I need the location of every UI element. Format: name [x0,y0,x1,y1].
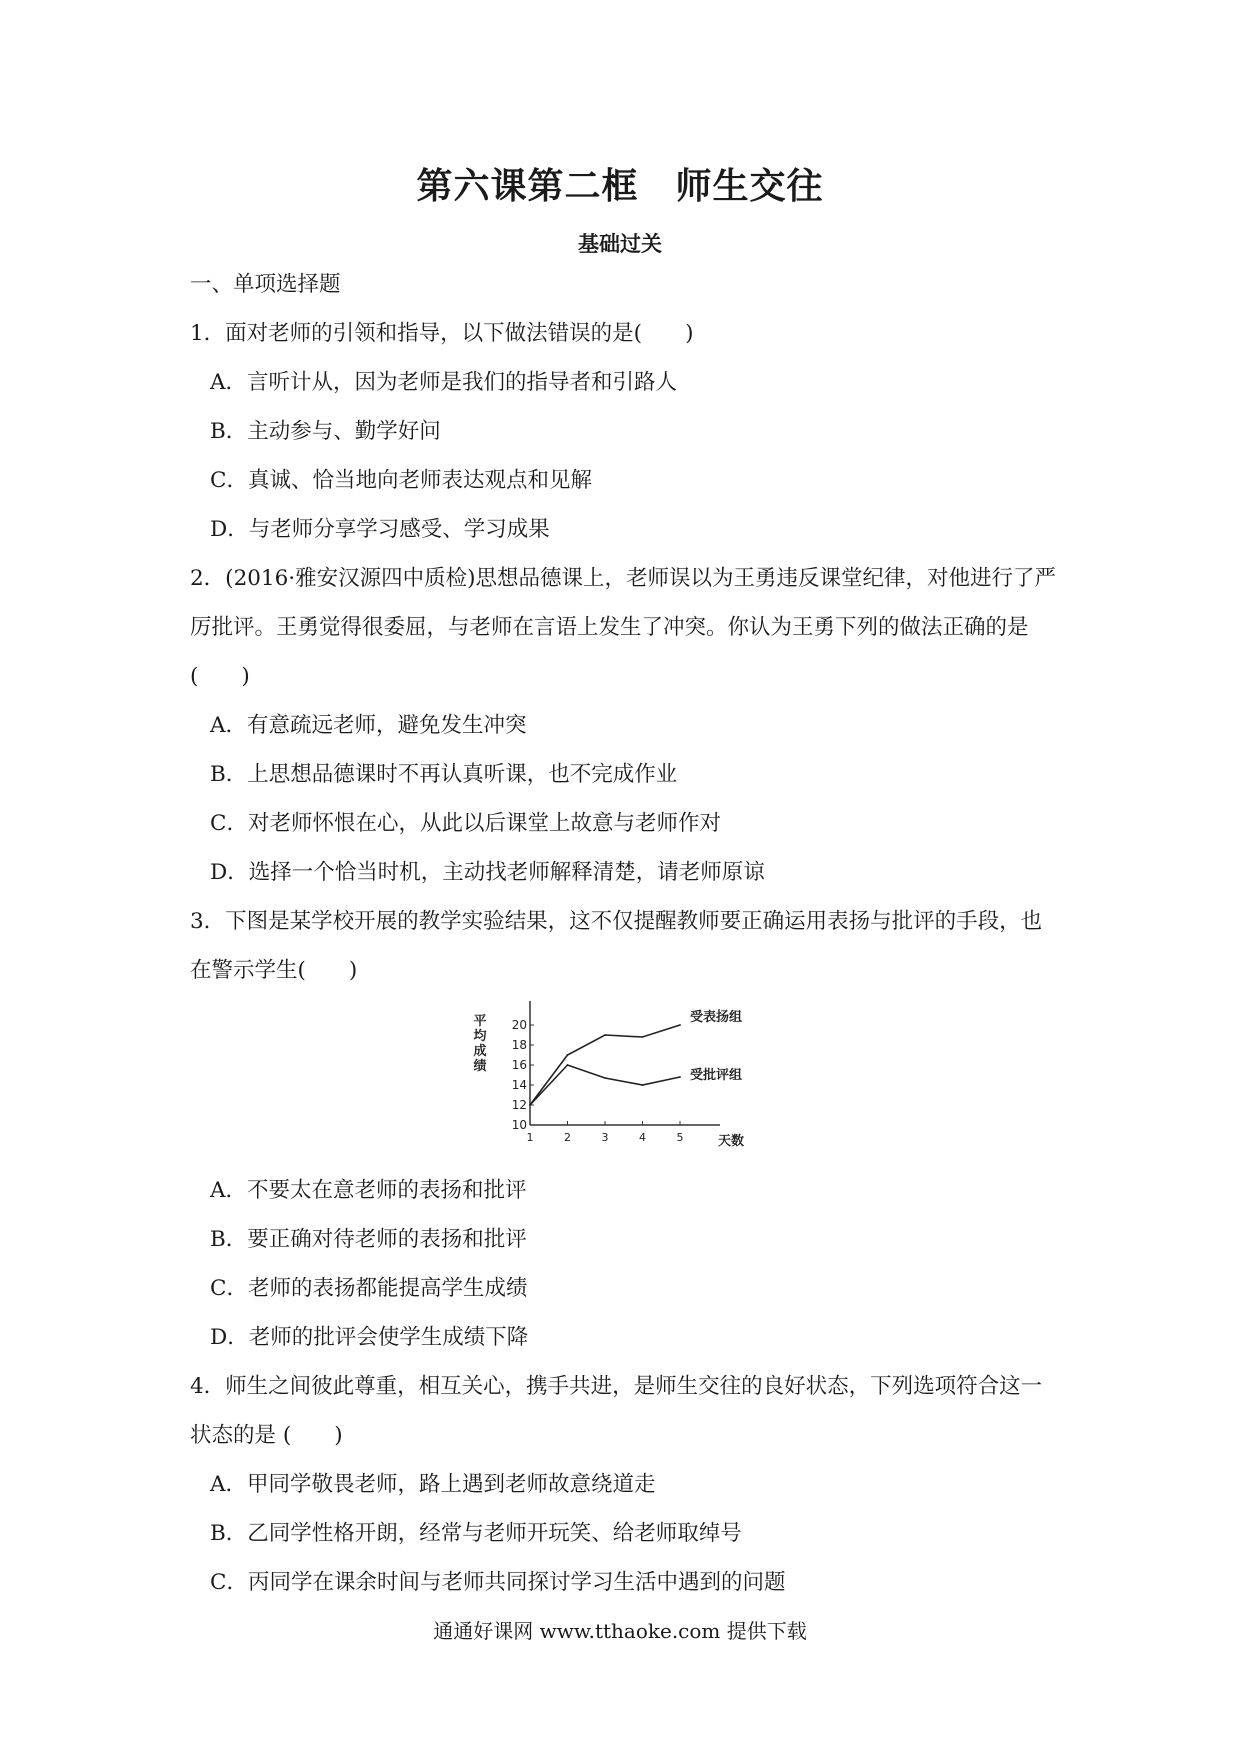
series-line-2 [530,1065,680,1105]
x-tick-label: 2 [564,1131,571,1144]
question-2-option-d: D．选择一个恰当时机，主动找老师解释清楚，请老师原谅 [210,860,765,885]
x-axis-label: 天数 [718,1134,745,1149]
x-tick-label: 4 [639,1131,646,1144]
series-2-point [529,1104,531,1106]
page-title: 第六课第二框 师生交往 [416,165,824,207]
series-2-point [604,1077,606,1079]
y-tick-label: 18 [511,1038,527,1052]
question-4-option-a: A．甲同学敬畏老师，路上遇到老师故意绕道走 [210,1472,656,1497]
question-2-stem-line-3: ( ) [190,664,250,689]
question-1-option-c: C．真诚、恰当地向老师表达观点和见解 [210,468,592,493]
y-tick-label: 20 [511,1018,527,1032]
section-heading: 一、单项选择题 [190,272,341,297]
question-2-option-a: A．有意疏远老师，避免发生冲突 [210,713,527,738]
x-tick-label: 3 [601,1131,609,1144]
question-3-stem-line-1: 3．下图是某学校开展的教学实验结果，这不仅提醒教师要正确运用表扬与批评的手段，也 [190,909,1043,934]
question-1-stem: 1．面对老师的引领和指导，以下做法错误的是( ) [190,321,694,346]
y-tick-label: 16 [511,1058,527,1072]
page-subtitle: 基础过关 [578,231,662,256]
y-tick-label: 12 [511,1098,527,1112]
series-2-point [679,1076,681,1078]
series-line-1 [530,1025,680,1105]
score-line-chart [460,995,780,1165]
question-3-option-d: D．老师的批评会使学生成绩下降 [210,1325,529,1350]
question-4-option-c: C．丙同学在课余时间与老师共同探讨学习生活中遇到的问题 [210,1570,786,1595]
y-tick-label: 10 [511,1118,527,1132]
question-1-option-b: B．主动参与、勤学好问 [210,419,441,444]
y-axis-label: 平均成绩 [473,1014,487,1074]
question-1-option-a: A．言听计从，因为老师是我们的指导者和引路人 [210,370,678,395]
series-1-point [567,1054,569,1056]
question-3-option-b: B．要正确对待老师的表扬和批评 [210,1227,527,1252]
x-tick-label: 1 [526,1131,534,1144]
question-2-option-c: C．对老师怀恨在心，从此以后课堂上故意与老师作对 [210,811,721,836]
question-3-stem-line-2: 在警示学生( ) [190,958,358,983]
question-2-option-b: B．上思想品德课时不再认真听课，也不完成作业 [210,762,678,787]
series-label-2: 受批评组 [690,1068,743,1083]
question-4-stem-line-1: 4．师生之间彼此尊重，相互关心，携手共进，是师生交往的良好状态，下列选项符合这一 [190,1374,1043,1399]
series-2-point [567,1064,569,1066]
question-3-option-a: A．不要太在意老师的表扬和批评 [210,1178,527,1203]
series-2-point [642,1084,644,1086]
question-2-stem-line-1: 2．(2016·雅安汉源四中质检)思想品德课上，老师误以为王勇违反课堂纪律，对他进行了严 [190,566,1057,591]
y-tick-label: 14 [511,1078,527,1092]
question-4-option-b: B．乙同学性格开朗，经常与老师开玩笑、给老师取绰号 [210,1521,742,1546]
series-1-point [642,1036,644,1038]
series-1-point [604,1034,606,1036]
question-1-option-d: D．与老师分享学习感受、学习成果 [210,517,550,542]
question-3-option-c: C．老师的表扬都能提高学生成绩 [210,1276,528,1301]
x-tick-label: 5 [676,1131,684,1144]
question-2-stem-line-2: 厉批评。王勇觉得很委屈，与老师在言语上发生了冲突。你认为王勇下列的做法正确的是 [190,615,1029,640]
series-1-point [679,1024,681,1026]
series-label-1: 受表扬组 [690,1010,743,1025]
page-footer: 通通好课网 www.tthaoke.com 提供下载 [433,1619,807,1643]
question-4-stem-line-2: 状态的是 ( ) [190,1423,343,1448]
